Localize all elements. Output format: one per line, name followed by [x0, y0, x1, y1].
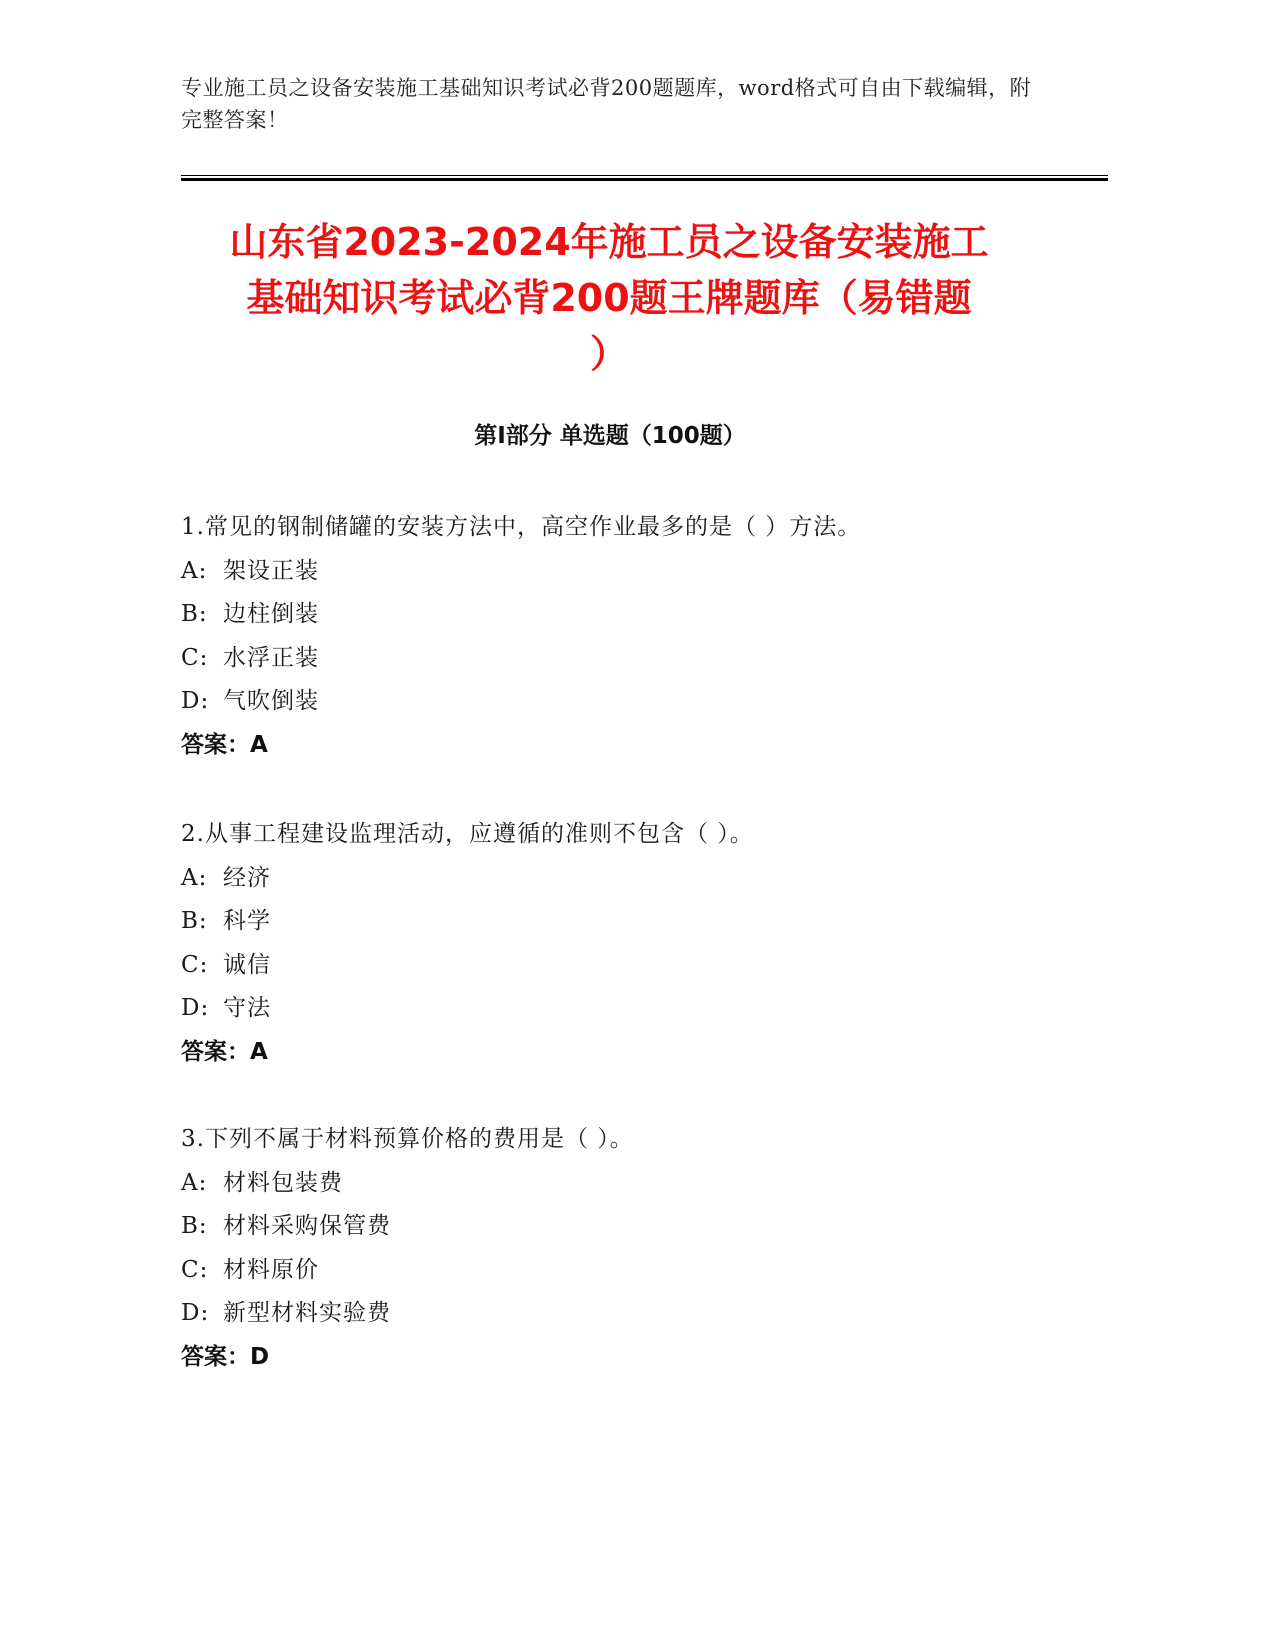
header-divider-thick [181, 178, 1108, 181]
document-title [180, 214, 1038, 382]
option-letter: B: [181, 1213, 208, 1239]
option-text: 水浮正装 [223, 644, 319, 671]
option-text: 科学 [223, 908, 271, 934]
option-b [181, 900, 1081, 944]
option-letter: D: [181, 688, 210, 714]
question-stem: 1.常见的钢制储罐的安装方法中，高空作业最多的是（ ）方法。 [181, 514, 862, 540]
question-stem: 2.从事工程建设监理活动，应遵循的准则不包含（ ）。 [181, 821, 754, 847]
option-text: 材料采购保管费 [223, 1213, 391, 1239]
option-text: 新型材料实验费 [223, 1300, 391, 1326]
option-d [181, 680, 1081, 724]
option-letter: C: [181, 1256, 209, 1283]
option-text: 气吹倒装 [223, 688, 319, 714]
option-letter: A: [181, 557, 208, 584]
option-letter: A: [181, 864, 208, 891]
question-3 [181, 1118, 1081, 1379]
option-text: 守法 [223, 995, 271, 1021]
option-text: 材料原价 [223, 1256, 319, 1283]
option-letter: C: [181, 644, 209, 671]
answer-line: 答案：A [181, 731, 268, 758]
option-letter: A: [181, 1169, 208, 1196]
option-letter: D: [181, 1300, 210, 1326]
answer-line: 答案：A [181, 1038, 268, 1065]
option-d [181, 1292, 1081, 1336]
option-a [181, 1162, 1081, 1206]
option-a [181, 857, 1081, 901]
option-c [181, 637, 1081, 681]
option-letter: B: [181, 601, 208, 627]
option-text: 架设正装 [223, 557, 319, 584]
title-line-3: ） [589, 332, 628, 376]
option-b [181, 1205, 1081, 1249]
option-b [181, 593, 1081, 637]
section-heading: 第Ⅰ部分 单选题（100题） [474, 423, 746, 449]
title-line-1: 山东省2023-2024年施工员之设备安装施工 [229, 220, 989, 264]
option-d [181, 987, 1081, 1031]
option-letter: C: [181, 951, 209, 978]
option-letter: D: [181, 995, 210, 1021]
title-line-2: 基础知识考试必背200题王牌题库（易错题 [246, 276, 972, 320]
header-divider-thin [181, 175, 1108, 176]
question-2 [181, 813, 1081, 1074]
option-text: 经济 [223, 864, 271, 891]
option-a [181, 550, 1081, 594]
option-c [181, 944, 1081, 988]
option-c [181, 1249, 1081, 1293]
option-text: 边柱倒装 [223, 601, 319, 627]
question-1 [181, 506, 1081, 767]
option-text: 诚信 [223, 951, 271, 978]
option-text: 材料包装费 [223, 1169, 343, 1196]
option-letter: B: [181, 908, 208, 934]
question-stem: 3.下列不属于材料预算价格的费用是（ ）。 [181, 1126, 634, 1152]
answer-line: 答案：D [181, 1343, 270, 1370]
header-note: 专业施工员之设备安装施工基础知识考试必背200题题库，word格式可自由下载编辑，附完整答案！ [181, 76, 1032, 132]
